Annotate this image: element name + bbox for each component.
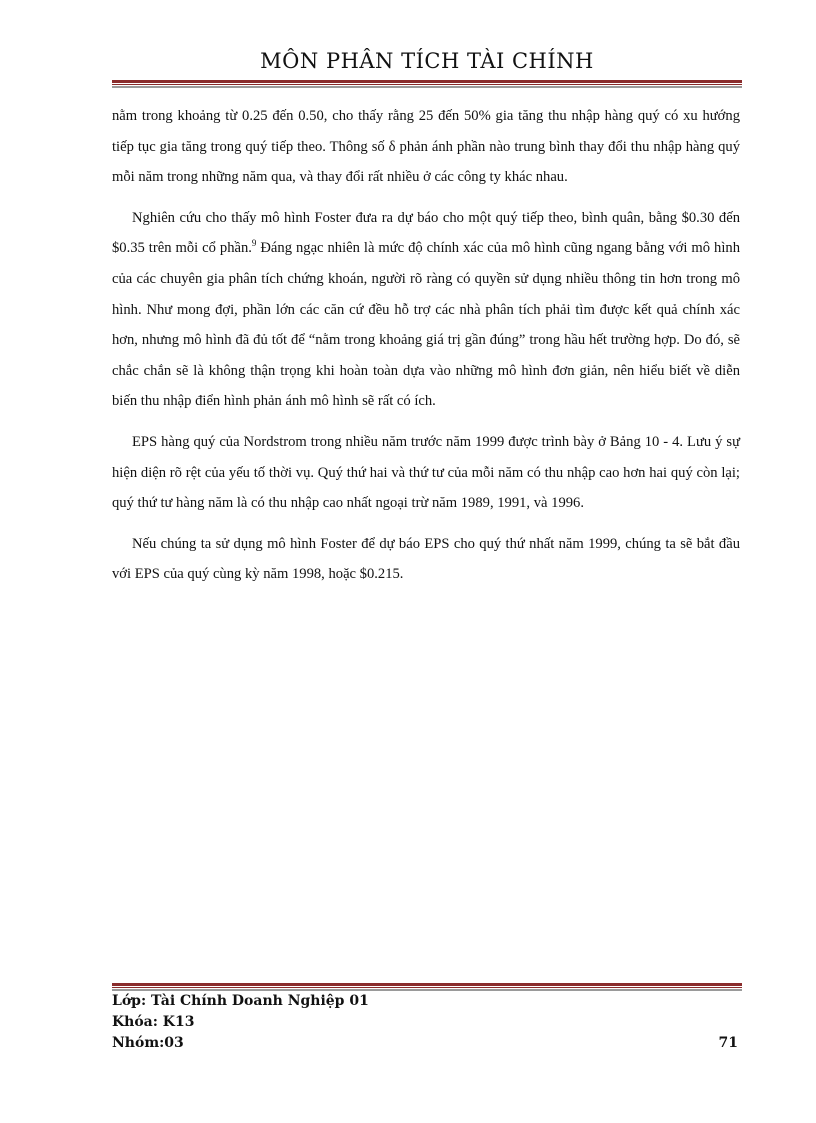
paragraph-1: nằm trong khoảng từ 0.25 đến 0.50, cho thấy rằng 25 đến 50% gia tăng thu nhập hàng quý có xu hướng tiếp tục gia tăng trong quý tiếp theo. Thông số δ phản ánh phần nào trung bình thay đổi thu nhập hàng quý mỗi năm trong những năm qua, và thay đổi rất nhiều ở các công ty khác nhau.	[112, 108, 740, 186]
footer-class-line: Lớp: Tài Chính Doanh Nghiệp 01	[112, 993, 369, 1009]
footer-group-row	[112, 1033, 742, 1054]
paragraph-2	[112, 203, 740, 417]
footer-course-line: Khóa: K13	[112, 1014, 195, 1030]
footer-group-line: Nhóm:03	[112, 1035, 184, 1051]
page-footer	[112, 991, 742, 1054]
page-number: 71	[718, 1035, 738, 1051]
paragraph-2-text-b: Đáng ngạc nhiên là mức độ chính xác của mô hình cũng ngang bằng với mô hình của các chuyên gia phân tích chứng khoán, người rõ ràng có quyền sử dụng nhiều thông tin hơn trong mô hình. Như mong đợi, phần lớn các căn cứ đều hỗ trợ các nhà phân tích phải tìm được kết quả chính xác hơn, nhưng mô hình đã đủ tốt để “nằm trong khoảng giá trị gần đúng” trong hầu hết trường hợp. Do đó, sẽ chắc chắn sẽ là không thận trọng khi hoàn toàn dựa vào những mô hình đơn giản, nên hiểu biết về diễn biến thu nhập điển hình phản ánh mô hình sẽ rất có ích.	[112, 240, 740, 410]
paragraph-2-text-a: Nghiên cứu cho thấy mô hình Foster đưa ra dự báo cho một quý tiếp theo, bình quân, bằng $0.30 đến $0.35 trên mỗi cổ phần.	[112, 209, 740, 257]
paragraph-3: EPS hàng quý của Nordstrom trong nhiều năm trước năm 1999 được trình bày ở Bảng 10 - 4. Lưu ý sự hiện diện rõ rệt của yếu tố thời vụ. Quý thứ hai và thứ tư của mỗi năm có thu nhập cao hơn hai quý còn lại; quý thứ tư hàng năm là có thu nhập cao nhất ngoại trừ năm 1989, 1991, và 1996.	[112, 433, 740, 512]
footnote-marker: 9	[251, 238, 257, 249]
document-body	[112, 101, 740, 600]
page-header-title: MÔN PHÂN TÍCH TÀI CHÍNH	[260, 49, 594, 73]
header-divider	[112, 80, 742, 88]
footer-divider	[112, 983, 742, 991]
paragraph-4: Nếu chúng ta sử dụng mô hình Foster để dự báo EPS cho quý thứ nhất năm 1999, chúng ta sẽ bắt đầu với EPS của quý cùng kỳ năm 1998, hoặc $0.215.	[112, 535, 740, 583]
